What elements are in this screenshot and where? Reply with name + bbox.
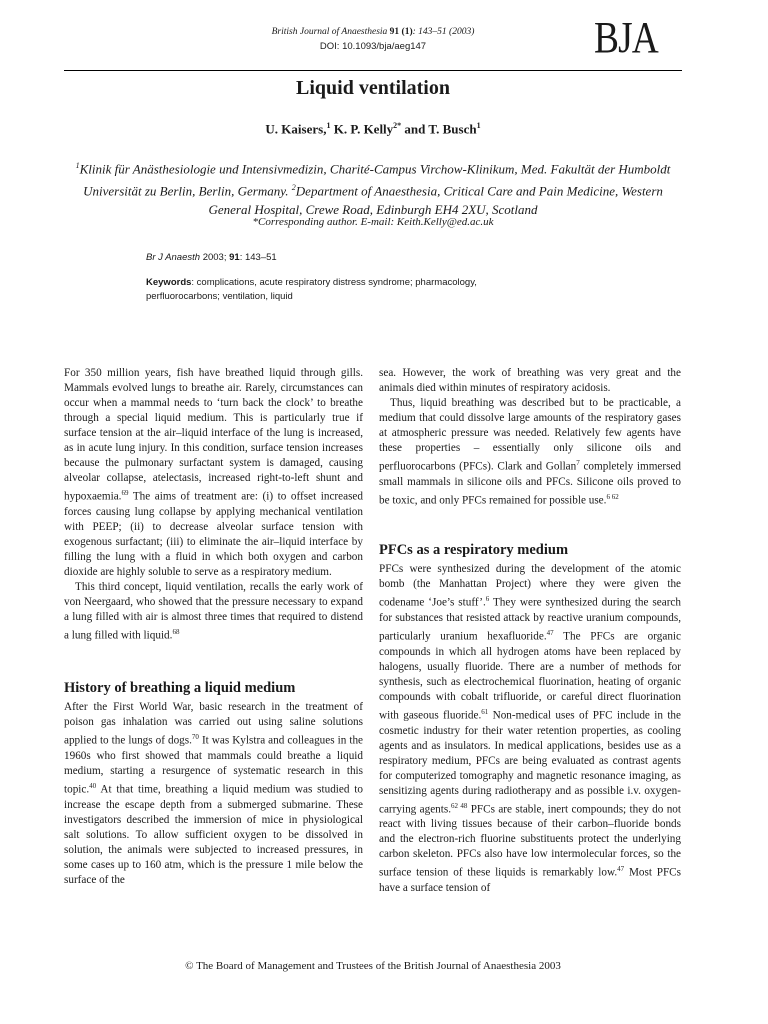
affiliation-1: Klinik für Anästhesiologie und Intensivmedizin, Charité-Campus Virchow-Klinikum, Med. Fakultät der Humboldt Universität zu Berlin, Berlin, Germany. [79,161,671,199]
reference-marker[interactable]: 7 [576,459,580,467]
affiliation-2: Department of Anaesthesia, Critical Care and Pain Medicine, Western General Hospital, Crewe Road, Edinburgh EH4 2XU, Scotland [208,183,663,217]
doi: DOI: 10.1093/bja/aeg147 [319,41,427,52]
reference-marker[interactable]: 6 62 [606,492,619,501]
keywords [146,276,546,304]
citation-pages: : 143–51 [239,252,277,263]
paragraph-text: sea. However, the work of breathing was very great and the animals died within minutes of respiratory acidosis. [379,367,681,394]
reference-marker[interactable]: 70 [191,733,199,742]
author-list [64,121,682,137]
journal-volume: 91 [389,27,400,37]
reference-marker[interactable]: 68 [172,627,180,636]
author-2: K. P. Kelly [333,121,394,137]
paragraph-text: They were synthesized during the search for substances that resisted attack by reactive uranium compounds, particularly uranium hexafluoride. [379,597,681,643]
keywords-label: Keywords [146,277,192,288]
reference-marker[interactable]: 69 [121,489,129,497]
citation-year: 2003; [202,252,227,263]
author-1-affiliation: 1 [326,121,331,130]
paragraph-text: The PFCs are organic compounds in which all hydrogen atoms have been replaced by halogens, usually fluoride. There are a number of methods for synthesis, such as electrochemical fluorination, heating of organic compounds with cobalt trifluoride, or careful direct fluorination with gaseous fluoride. [379,630,681,722]
paragraph [379,366,681,396]
keywords-list: : complications, acute respiratory distress syndrome; pharmacology, perfluorocarbons; ventilation, liquid [146,277,477,302]
corresponding-author: *Corresponding author. E-mail: Keith.Kelly@ed.ac.uk [252,216,494,228]
paragraph-text: It was Kylstra and colleagues in the 1960s who first showed that mammals could breathe a liquid medium, starting a resurgence of systematic research in this topic. [64,735,363,796]
section-heading-history: History of breathing a liquid medium [64,680,296,697]
journal-reference [200,27,546,37]
affiliation-2-marker: 2 [291,182,296,192]
journal-logo: BJA [594,13,658,62]
affiliations [70,157,676,219]
paragraph [379,396,681,508]
author-3-affiliation: 1 [476,121,481,130]
reference-marker[interactable]: 47 [546,629,554,638]
section-heading-pfcs: PFCs as a respiratory medium [379,542,569,559]
header-divider [64,70,682,71]
right-column [379,366,681,896]
paragraph-text: Most PFCs have a surface tension of [379,867,681,895]
reference-marker[interactable]: 6 [485,595,490,604]
paragraph-text: completely immersed small mammals in silicone oils and PFCs. Silicone oils proved to be toxic, and only PFCs remained for possible use. [379,460,681,507]
citation-journal: Br J Anaesth [146,252,201,263]
paragraph-text: At that time, breathing a liquid medium was studied to increase the escape depth from a submerged submarine. These investigators described the immersion of mice in physiological salt solutions. To allow sufficient oxygen to be dissolved in solution, the animals were subjected to increased pressures, in some cases up to 160 atm, which is the pressure 1 mile below the surface of the [64,783,363,886]
paragraph [64,700,363,887]
affiliation-1-marker: 1 [75,161,80,170]
author-2-affiliation: 2* [393,121,402,130]
journal-name: British Journal of Anaesthesia [271,27,388,37]
paragraph [64,366,363,580]
paragraph-text: The aims of treatment are: (i) to offset increased forces causing lung collapse by applying mechanical ventilation with PEEP; (ii) to decrease alveolar surface tension with exogenous surfactant; (iii) to eliminate the air–liquid interface by filling the lung with a fluid in which both oxygen and carbon dioxide are highly soluble to serve as a respiratory medium. [64,490,363,578]
article-title: Liquid ventilation [296,77,450,99]
reference-marker[interactable]: 61 [481,707,489,716]
citation-volume: 91 [229,252,240,263]
copyright-footer: © The Board of Management and Trustees of the British Journal of Anaesthesia 2003 [185,960,561,972]
reference-marker[interactable]: 62 48 [451,801,468,810]
author-3: and T. Busch [404,121,477,137]
paragraph-text: Non-medical uses of PFC include in the cosmetic industry for their water retention properties, as cooling agents and as insulators. In medical applications, besides use as a respiratory medium, PFCs are being evaluated as contrast agents for computerized tomography and magnetic resonance imaging, as sensitizing agents during radiotherapy and as possible i.v. oxygen-carrying agents. [379,709,681,816]
reference-marker[interactable]: 47 [617,865,625,874]
paragraph-text: Thus, liquid breathing was described but to be practicable, a medium that could dissolve large amounts of the respiratory gases at atmospheric pressure was needed. Relatively few agents have these properties – essentially only silicone oils and perfluorocarbons (PFCs). Clark and Gollan [379,397,681,473]
paragraph-text: After the First World War, basic research in the treatment of poison gas inhalation was carried out using saline solutions applied to the lungs of dogs. [64,701,363,748]
author-1: U. Kaisers, [265,121,327,137]
journal-pages: : 143–51 (2003) [412,27,475,37]
paragraph-text: PFCs are stable, inert compounds; they do not react with living tissues because of their carbon–fluoride bonds and the electron-rich fluorine substituents protect the underlying carbon skeleton. PFCs also have low intermolecular forces, so the surface tension of these liquids is remarkably low. [379,803,682,880]
citation [146,252,277,263]
paragraph-text: This third concept, liquid ventilation, recalls the early work of von Neergaard, who showed that the pressure necessary to expand a lung filled with air is almost three times that required to distend a lung filled with liquid. [64,580,363,642]
paragraph-text: PFCs were synthesized during the development of the atomic bomb (the Manhattan Project) where they were given the codename ‘Joe’s stuff’. [379,563,681,610]
paragraph-text: For 350 million years, fish have breathed liquid through gills. Mammals evolved lungs to breathe air. Rarely, circumstances can occur when a mammal needs to ‘turn back the clock’ to breathe through a special liquid medium. This is particularly true if surface tension at the air–liquid interface of the lung is increased, as in acute lung injury. In this condition, surface tension increases because the pulmonary surfactant system is damaged, causing alveolar collapse, atelectasis, increased right-to-left shunt and hypoxaemia. [64,367,363,503]
left-column [64,366,363,888]
journal-issue: (1) [401,27,413,37]
paragraph [379,562,681,896]
reference-marker[interactable]: 40 [89,782,97,791]
paragraph [64,580,363,644]
